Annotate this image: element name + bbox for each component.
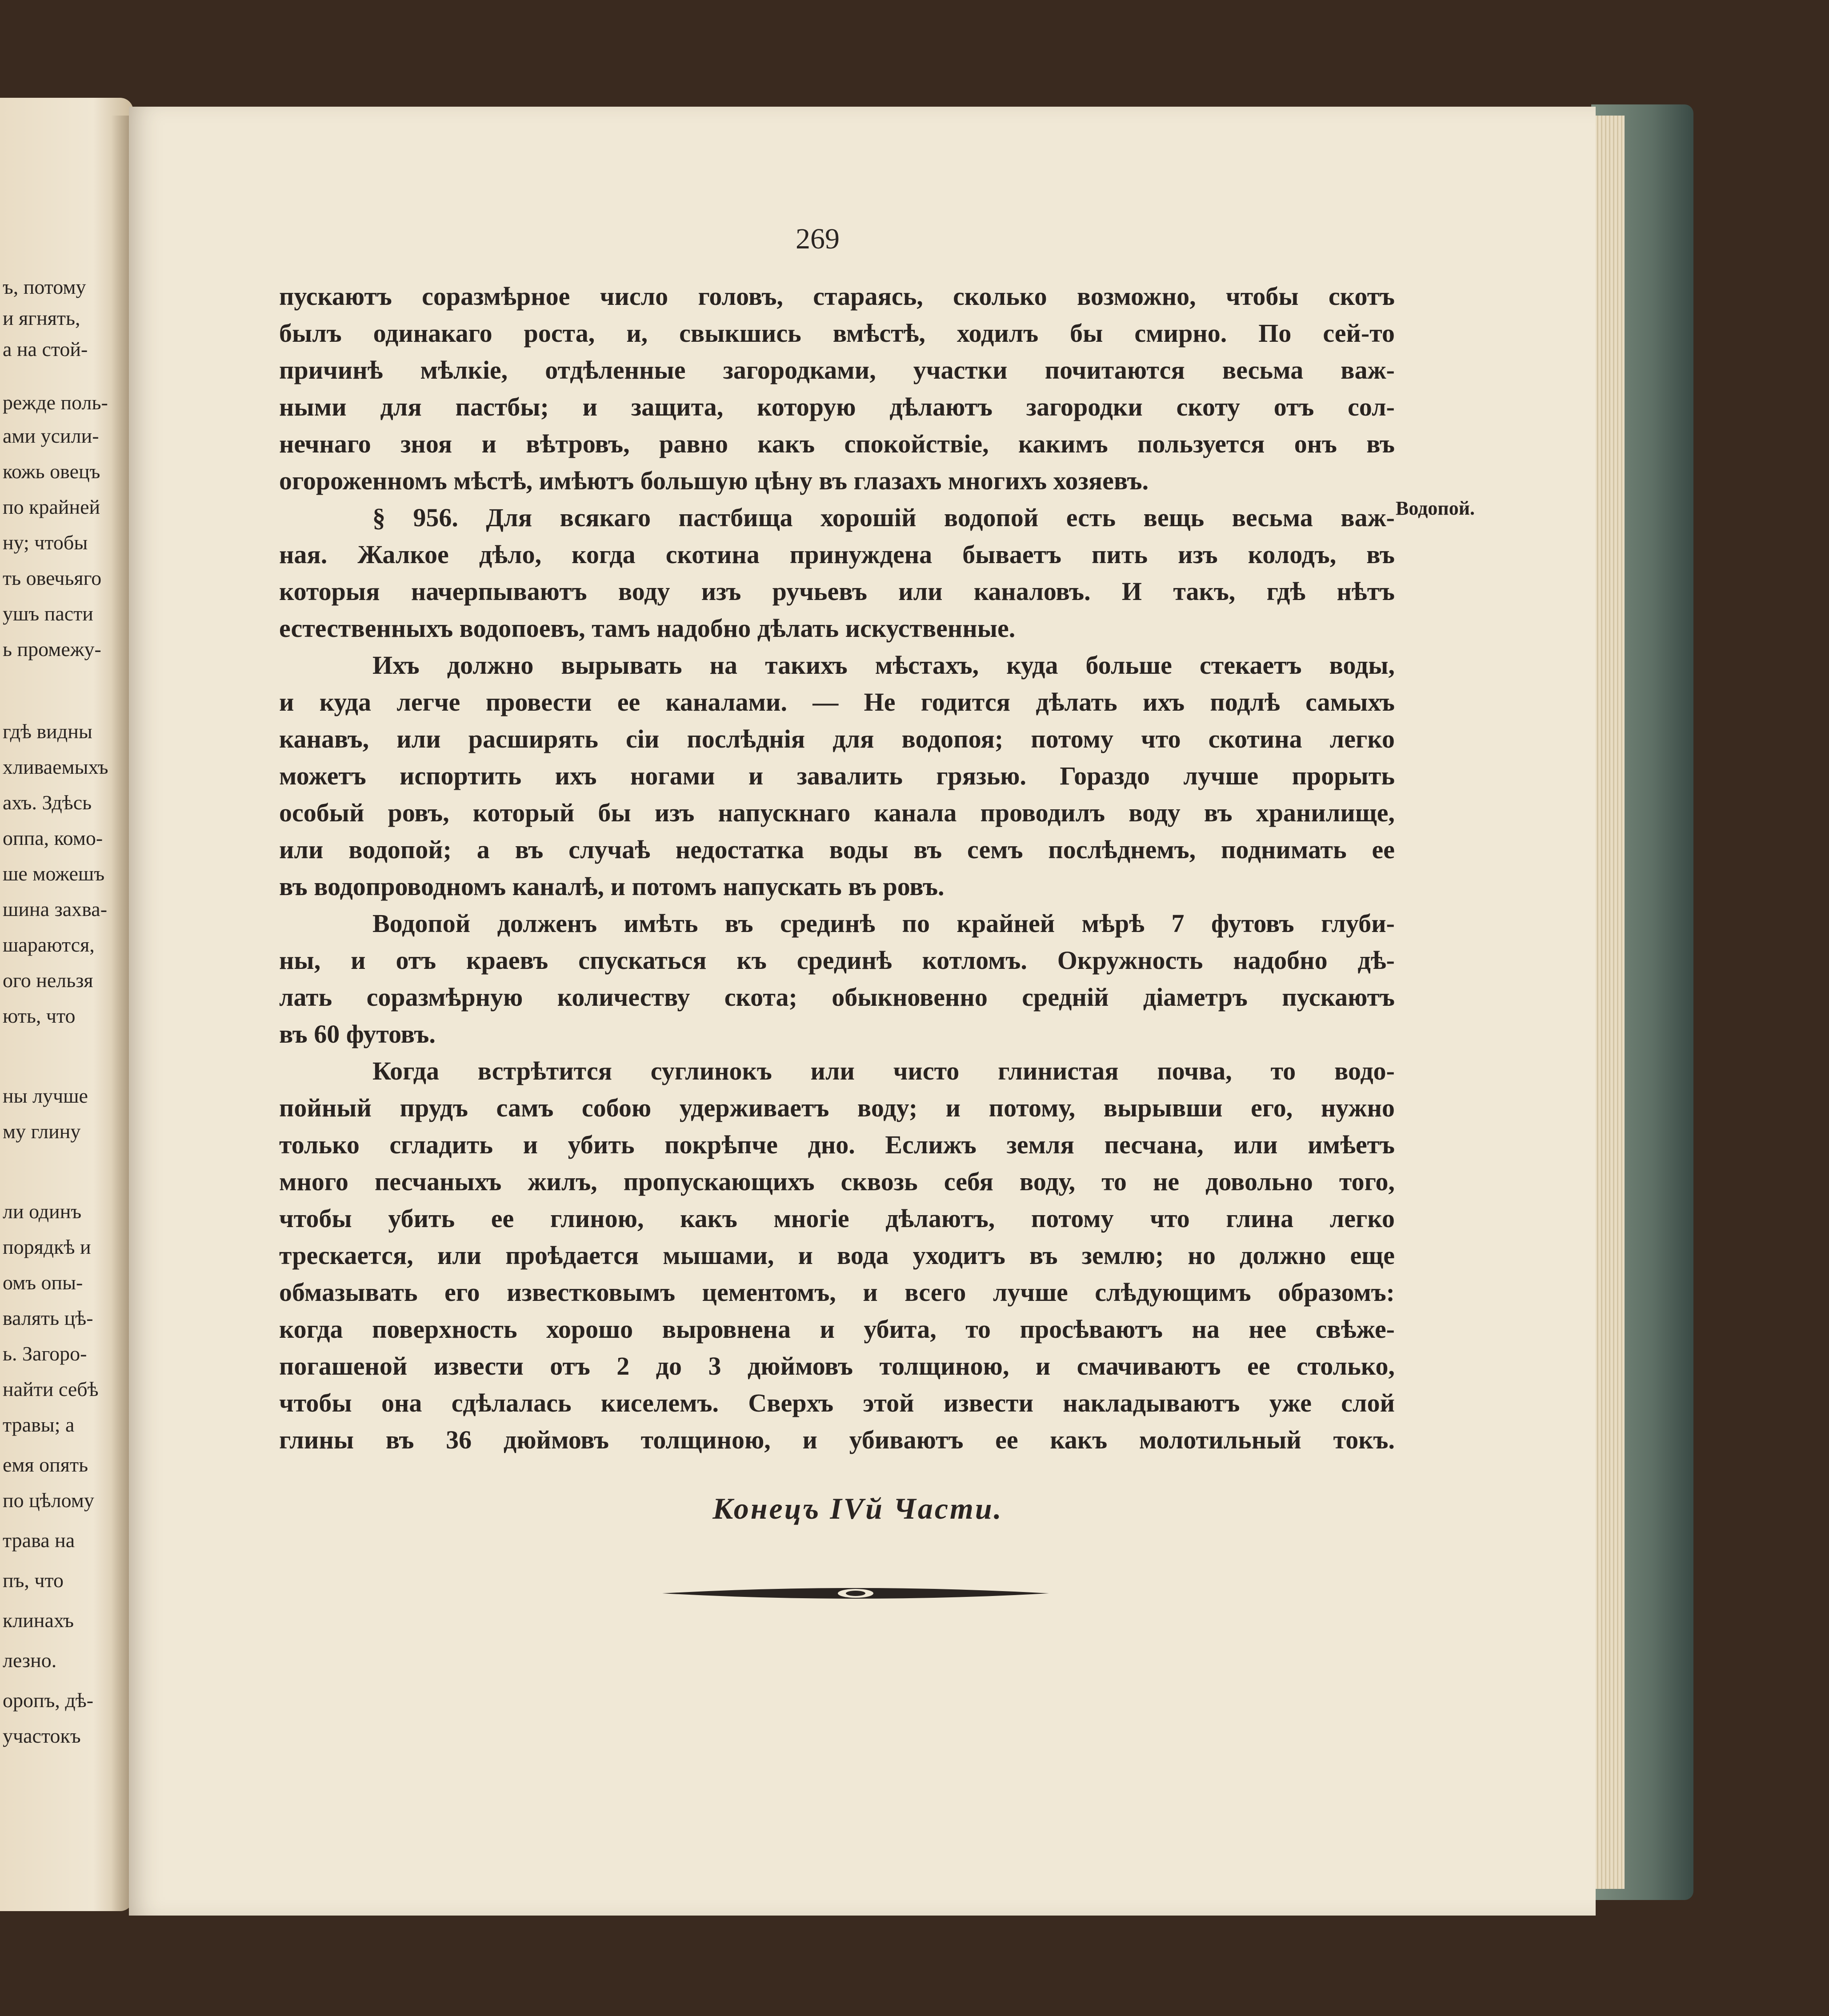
- text-line: въ 60 футовъ.: [279, 1020, 436, 1048]
- left-page-line: ого нельзя: [3, 969, 93, 992]
- left-page-line: режде поль-: [3, 391, 108, 414]
- end-of-part-title: Конецъ IVй Части.: [712, 1492, 1003, 1525]
- text-line: огороженномъ мѣстѣ, имѣютъ большую цѣну въ глазахъ многихъ хозяевъ.: [279, 466, 1149, 495]
- ornament-divider: [662, 1584, 1049, 1602]
- left-page-line: ть овечьяго: [3, 567, 102, 589]
- left-page-line: найти себѣ: [3, 1378, 99, 1400]
- left-page-line: клинахъ: [3, 1609, 74, 1632]
- page-number: 269: [796, 223, 840, 255]
- text-line: естественныхъ водопоевъ, тамъ надобно дѣлать искуственные.: [279, 614, 1016, 643]
- margin-note: Водопой.: [1396, 497, 1475, 519]
- left-page-line: шина захва-: [3, 898, 108, 920]
- left-page-line: оппа, комо-: [3, 827, 103, 849]
- left-page-line: емя опять: [3, 1453, 88, 1476]
- left-page-line: ь. Загоро-: [3, 1342, 87, 1365]
- left-page-line: а на стой-: [3, 338, 88, 360]
- text-line: въ водопроводномъ каналѣ, и потомъ напускать въ ровъ.: [279, 872, 945, 901]
- text-line: которыя начерпываютъ воду изъ ручьевъ или каналовъ. И такъ, гдѣ нѣтъ: [279, 577, 1395, 606]
- left-page-line: ны лучше: [3, 1084, 88, 1107]
- text-line: много песчаныхъ жилъ, пропускающихъ сквозь себя воду, то не довольно того,: [279, 1167, 1395, 1196]
- left-page-line: оропъ, дѣ-: [3, 1689, 94, 1712]
- body-text: [279, 278, 1395, 1458]
- left-page-line: хливаемыхъ: [3, 756, 108, 778]
- text-line: лать соразмѣрную количеству скота; обыкновенно среднiй дiаметръ пускаютъ: [279, 983, 1395, 1012]
- left-page-line: ють, что: [3, 1004, 76, 1027]
- left-page-line: кожь овецъ: [3, 460, 100, 483]
- left-page-line: травы; а: [3, 1413, 75, 1436]
- text-line: трескается, или проѣдается мышами, и вода уходитъ въ землю; но должно еще: [279, 1241, 1395, 1270]
- text-line: глины въ 36 дюймовъ толщиною, и убиваютъ ее какъ молотильный токъ.: [279, 1425, 1395, 1454]
- text-line: и куда легче провести ее каналами. — Не годится дѣлать ихъ подлѣ самыхъ: [279, 688, 1395, 716]
- left-page-line: шараются,: [3, 933, 95, 956]
- text-line: нечнаго зноя и вѣтровъ, равно какъ спокойствіе, какимъ пользуется онъ въ: [279, 429, 1395, 458]
- left-page-line: валять цѣ-: [3, 1307, 93, 1329]
- text-line: § 956. Для всякаго пастбища хорошій водопой есть вещь весьма важ-: [372, 503, 1395, 532]
- left-page-line: ъ, потому: [3, 276, 86, 298]
- text-line: причинѣ мѣлкіе, отдѣленные загородками, участки почитаются весьма важ-: [279, 356, 1395, 384]
- left-page-line: ше можешъ: [3, 862, 105, 885]
- left-page-line: порядкѣ и: [3, 1236, 91, 1258]
- left-page-line: пъ, что: [3, 1569, 64, 1592]
- left-page-line: участокъ: [3, 1724, 81, 1747]
- left-page-line: ахъ. Здѣсь: [3, 791, 92, 814]
- text-line: Водопой долженъ имѣть въ срединѣ по крайней мѣрѣ 7 футовъ глуби-: [372, 909, 1395, 938]
- left-page-line: му глину: [3, 1120, 81, 1143]
- left-page-line: ь промежу-: [3, 638, 101, 660]
- text-line: или водопой; а въ случаѣ недостатка воды въ семъ послѣднемъ, поднимать ее: [279, 835, 1395, 864]
- text-line: обмазывать его известковымъ цементомъ, и всего лучше слѣдующимъ образомъ:: [279, 1278, 1395, 1307]
- text-line: ная. Жалкое дѣло, когда скотина принуждена бываетъ пить изъ колодъ, въ: [279, 540, 1395, 569]
- text-line: ными для пастбы; и защита, которую дѣлаютъ загородки скоту отъ сол-: [279, 392, 1395, 421]
- text-line: чтобы убить ее глиною, какъ многіе дѣлаютъ, потому что глина легко: [279, 1204, 1395, 1233]
- left-page-line: лезно.: [3, 1649, 57, 1672]
- left-page-line: ами усили-: [3, 424, 99, 447]
- text-line: пойный прудъ самъ собою удерживаетъ воду; и потому, вырывши его, нужно: [279, 1093, 1395, 1122]
- left-page-line: омъ опы-: [3, 1271, 83, 1294]
- text-line: ны, и отъ краевъ спускаться къ срединѣ котломъ. Окружность надобно дѣ-: [279, 946, 1395, 975]
- text-line: былъ одинакаго роста, и, свыкшись вмѣстѣ, ходилъ бы смирно. По сей-то: [279, 319, 1395, 348]
- text-line: особый ровъ, который бы изъ напускнаго канала проводилъ воду въ хранилище,: [279, 798, 1395, 827]
- text-line: пускаютъ соразмѣрное число головъ, стараясь, сколько возможно, чтобы скотъ: [279, 282, 1395, 311]
- text-line: Когда встрѣтится суглинокъ или чисто глинистая почва, то водо-: [372, 1056, 1395, 1085]
- left-page-line: по крайней: [3, 496, 100, 518]
- left-page-line: гдѣ видны: [3, 720, 92, 743]
- text-line: погашеной извести отъ 2 до 3 дюймовъ толщиною, и смачиваютъ ее столько,: [279, 1352, 1395, 1380]
- left-page-line: ну; чтобы: [3, 531, 88, 554]
- left-page-line: ушъ пасти: [3, 602, 93, 625]
- text-line: канавъ, или расширять сіи послѣднія для водопоя; потому что скотина легко: [279, 724, 1395, 753]
- text-line: Ихъ должно вырывать на такихъ мѣстахъ, куда больше стекаетъ воды,: [372, 651, 1395, 680]
- left-page-line: и ягнять,: [3, 307, 80, 329]
- text-line: когда поверхность хорошо выровнена и убита, то просѣваютъ на нее свѣже-: [279, 1315, 1395, 1344]
- left-page-line: ли одинъ: [3, 1200, 82, 1223]
- text-line: можетъ испортить ихъ ногами и завалить грязью. Гораздо лучше прорыть: [279, 761, 1395, 790]
- left-page-line: трава на: [3, 1529, 75, 1552]
- text-line: чтобы она сдѣлалась киселемъ. Сверхъ этой извести накладываютъ уже слой: [279, 1388, 1395, 1417]
- text-line: только сгладить и убить покрѣпче дно. Еслижъ земля песчана, или имѣетъ: [279, 1130, 1395, 1159]
- left-page-line: по цѣлому: [3, 1489, 94, 1512]
